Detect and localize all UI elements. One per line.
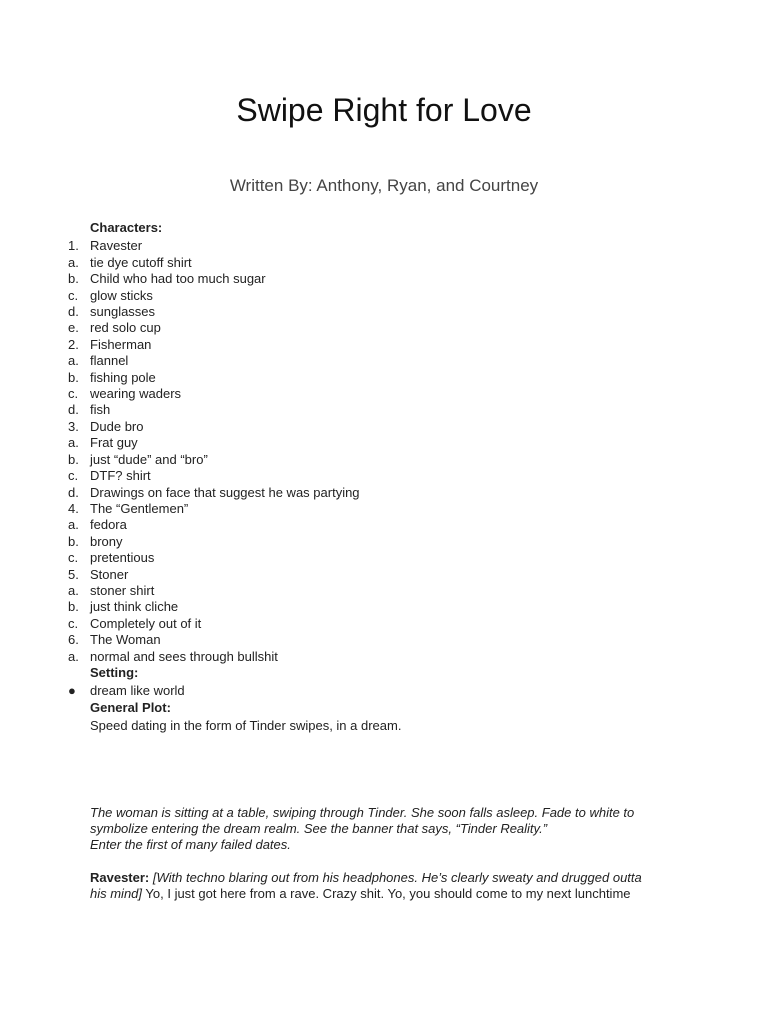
stage-direction [68, 805, 708, 854]
list-marker: b. [68, 599, 79, 615]
character-list-item [68, 468, 708, 484]
list-marker: b. [68, 271, 79, 287]
character-list-item [68, 485, 708, 501]
list-marker: b. [68, 451, 79, 467]
character-list-item [68, 370, 708, 386]
characters-heading: Characters: [90, 220, 163, 235]
character-list-item [68, 238, 708, 254]
character-list-item [68, 255, 708, 271]
list-item-text: stoner shirt [90, 582, 155, 598]
stage-line: Enter the first of many failed dates. [90, 837, 291, 853]
list-item-text: glow sticks [90, 287, 153, 303]
list-item-text: brony [90, 533, 123, 549]
list-marker: e. [68, 320, 79, 336]
list-item-text: just “dude” and “bro” [90, 451, 208, 467]
list-marker: c. [68, 550, 79, 566]
list-item-text: wearing waders [90, 386, 182, 402]
character-list-item [68, 583, 708, 599]
document-subtitle: Written By: Anthony, Ryan, and Courtney [229, 176, 539, 195]
character-list-item [68, 271, 708, 287]
list-marker: d. [68, 484, 79, 500]
spacer [68, 735, 708, 805]
list-marker: 6. [68, 632, 79, 648]
list-marker: a. [68, 435, 79, 451]
bullet-marker: ● [68, 683, 76, 699]
characters-list [68, 238, 708, 665]
speaker-name: Ravester: [90, 869, 150, 885]
list-marker: a. [68, 517, 79, 533]
list-marker: d. [68, 304, 79, 320]
list-marker: 3. [68, 418, 79, 434]
character-list-item [68, 337, 708, 353]
setting-text: dream like world [90, 683, 185, 699]
list-item-text: Stoner [90, 566, 129, 582]
list-marker: 1. [68, 238, 79, 254]
list-marker: b. [68, 369, 79, 385]
list-item-text: red solo cup [90, 320, 161, 336]
list-marker: a. [68, 254, 79, 270]
list-item-text: flannel [90, 353, 129, 369]
character-list-item [68, 386, 708, 402]
character-list-item [68, 649, 708, 665]
list-marker: c. [68, 615, 79, 631]
plot-heading: General Plot: [90, 699, 171, 715]
list-marker: 4. [68, 500, 79, 516]
character-list-item [68, 599, 708, 615]
dialogue-text: Yo, I just got here from a rave. Crazy shit. Yo, you should come to my next lunchtime [142, 886, 631, 902]
list-marker: a. [68, 582, 79, 598]
plot-text: Speed dating in the form of Tinder swipes, in a dream. [90, 718, 402, 734]
list-item-text: fish [90, 402, 111, 418]
character-list-item [68, 517, 708, 533]
stage-line: symbolize entering the dream realm. See the banner that says, “Tinder Reality.” [90, 821, 548, 836]
character-list-item [68, 550, 708, 566]
list-marker: 2. [68, 336, 79, 352]
list-item-text: normal and sees through bullshit [90, 648, 278, 664]
spacer [68, 854, 708, 870]
list-item-text: Dude bro [90, 418, 144, 434]
character-list-item [68, 320, 708, 336]
list-marker: a. [68, 648, 79, 664]
list-item-text: The “Gentlemen” [90, 500, 189, 516]
list-item-text: sunglasses [90, 304, 156, 320]
character-list-item [68, 353, 708, 369]
character-list-item [68, 534, 708, 550]
character-list-item [68, 452, 708, 468]
stage-line: The woman is sitting at a table, swiping through Tinder. She soon falls asleep. Fade to white to [90, 804, 635, 820]
list-item-text: just think cliche [90, 599, 179, 615]
character-list-item [68, 435, 708, 451]
setting-heading: Setting: [90, 664, 139, 680]
list-item-text: pretentious [90, 550, 155, 566]
list-item-text: DTF? shirt [90, 468, 151, 484]
character-list-item [68, 419, 708, 435]
document-body [68, 220, 708, 903]
ravester-dialogue [68, 870, 708, 903]
list-item-text: Fisherman [90, 336, 152, 352]
list-marker: b. [68, 533, 79, 549]
list-item-text: The Woman [90, 632, 161, 648]
document-title: Swipe Right for Love [236, 92, 532, 128]
character-list-item [68, 304, 708, 320]
list-marker: 5. [68, 566, 79, 582]
list-item-text: tie dye cutoff shirt [90, 254, 192, 270]
list-marker: a. [68, 353, 79, 369]
character-list-item [68, 288, 708, 304]
list-item-text: fishing pole [90, 369, 156, 385]
character-list-item [68, 501, 708, 517]
list-item-text: Drawings on face that suggest he was partying [90, 484, 360, 500]
setting-item [68, 683, 708, 699]
stage-direction-inline: his mind] [90, 886, 143, 902]
list-item-text: Frat guy [90, 435, 138, 451]
list-item-text: Ravester [90, 238, 143, 254]
character-list-item [68, 616, 708, 632]
list-marker: c. [68, 287, 79, 303]
character-list-item [68, 402, 708, 418]
list-marker: c. [68, 386, 79, 402]
stage-direction-inline: [With techno blaring out from his headphones. He’s clearly sweaty and drugged outta [149, 869, 642, 885]
list-item-text: Child who had too much sugar [90, 271, 266, 287]
list-item-text: Completely out of it [90, 615, 202, 631]
list-marker: c. [68, 468, 79, 484]
list-marker: d. [68, 402, 79, 418]
character-list-item [68, 632, 708, 648]
list-item-text: fedora [90, 517, 127, 533]
character-list-item [68, 567, 708, 583]
